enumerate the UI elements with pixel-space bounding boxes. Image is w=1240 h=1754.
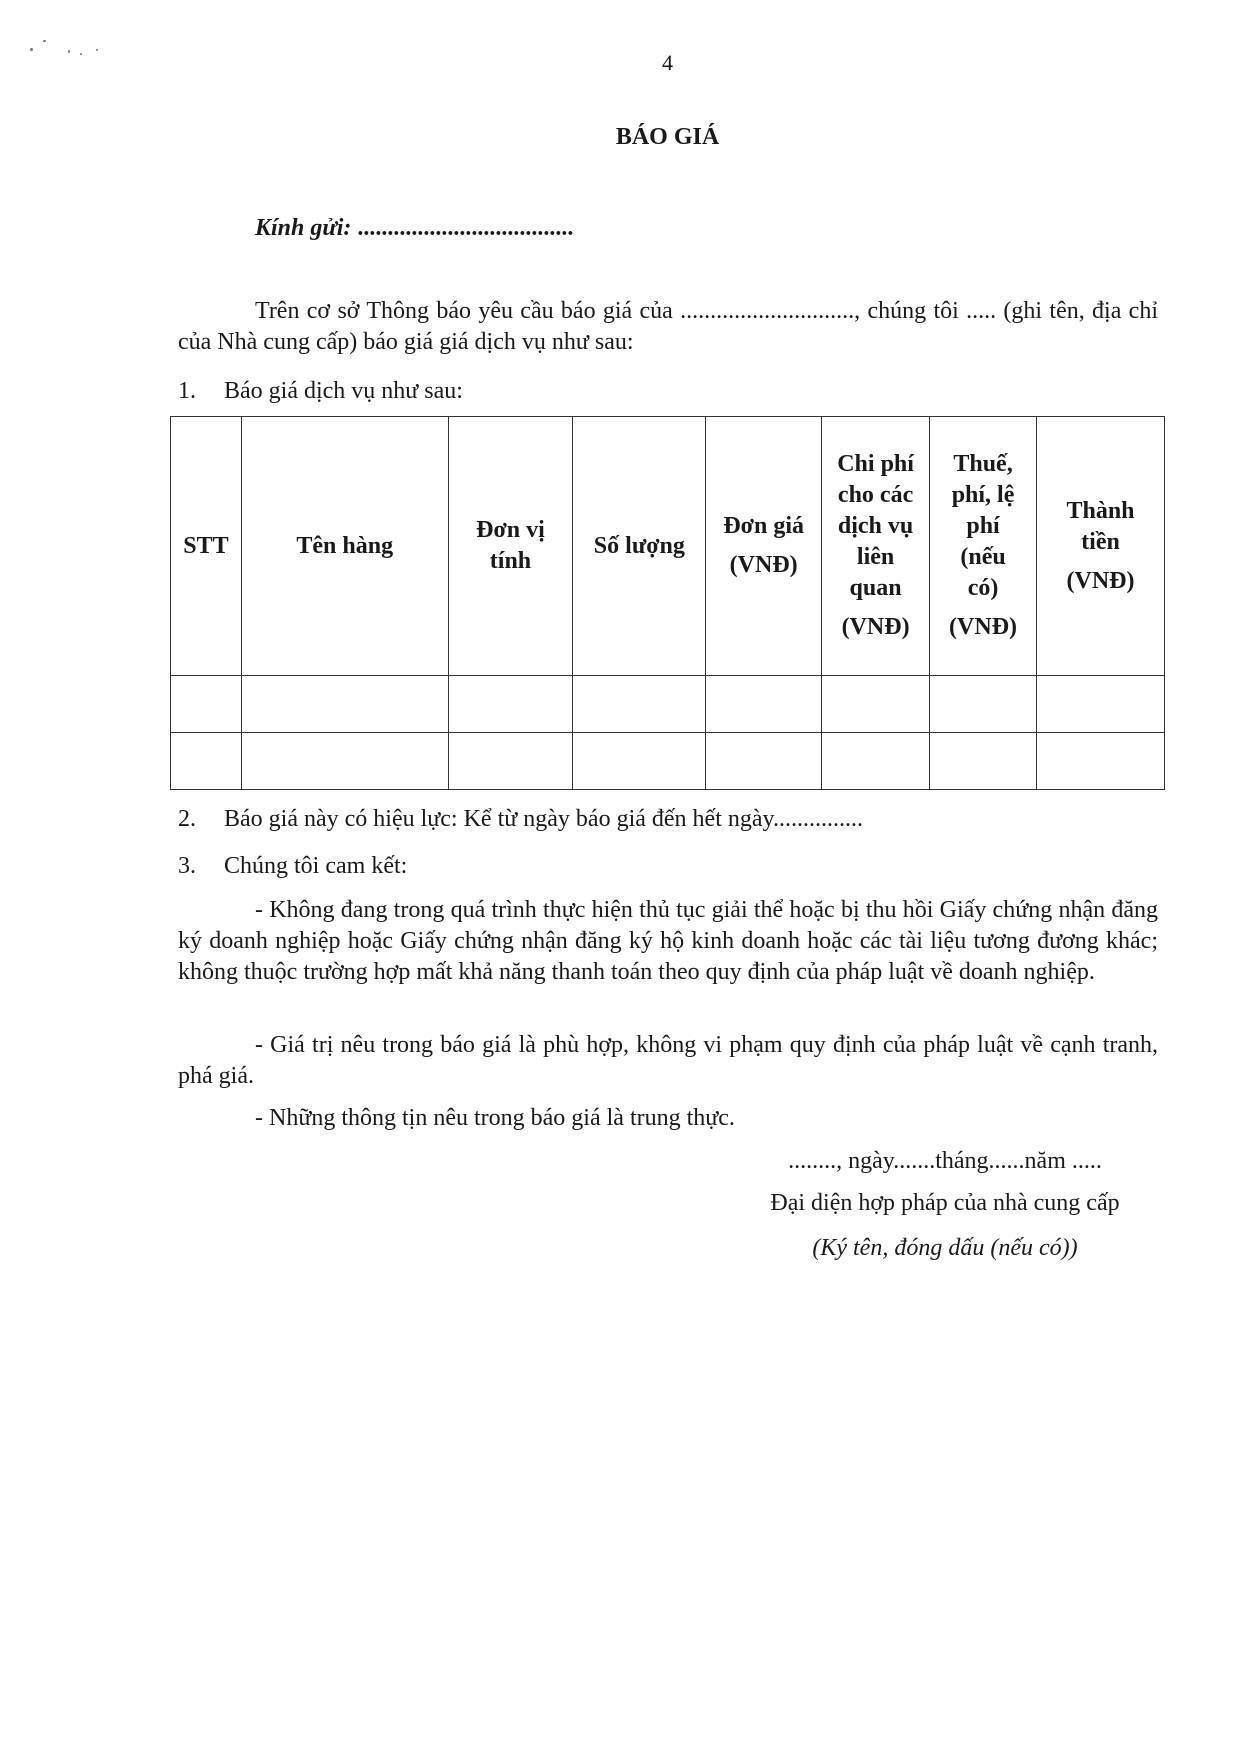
page-number: 4 <box>662 50 673 75</box>
scan-speck <box>43 40 46 42</box>
page-title: BÁO GIÁ <box>615 124 720 150</box>
list-item-3 <box>178 851 407 882</box>
header-chi-phi-unit: (VNĐ) <box>841 614 910 640</box>
table-cell <box>822 676 930 733</box>
header-thue-phi <box>930 417 1037 676</box>
header-thanh-tien-unit: (VNĐ) <box>1066 567 1135 594</box>
list-item-1 <box>178 376 463 407</box>
table-header-row <box>171 417 1165 676</box>
list-text: Báo giá này có hiệu lực: Kể từ ngày báo giá đến hết ngày............... <box>224 806 863 832</box>
table-cell <box>573 676 706 733</box>
table-cell <box>706 733 822 790</box>
header-thanh-tien <box>1037 417 1165 676</box>
header-don-gia-unit: (VNĐ) <box>729 552 798 578</box>
header-don-gia <box>706 417 822 676</box>
header-thanh-tien-label: Thành tiền <box>1066 497 1135 555</box>
header-thue-phi-label: Thuế, phí, lệ phí (nếu có) <box>951 451 1015 601</box>
table-cell <box>241 676 448 733</box>
header-don-vi-tinh: Đơn vị tính <box>448 417 573 676</box>
table-cell <box>241 733 448 790</box>
table-row <box>171 733 1165 790</box>
table-row <box>171 676 1165 733</box>
table-cell <box>448 733 573 790</box>
commitment-1: - Không đang trong quá trình thực hiện thủ tục giải thể hoặc bị thu hồi Giấy chứng nhận đăng ký doanh nghiệp hoặc Giấy chứng nhận đăng ký hộ kinh doanh hoặc các tài liệu tương đương khác; không thuộc trường hợp mất khả năng thanh toán theo quy định của pháp luật về doanh nghiệp. <box>178 897 1158 985</box>
table-cell <box>930 733 1037 790</box>
table-cell <box>1037 676 1165 733</box>
list-item-2 <box>178 804 863 835</box>
table-cell <box>706 676 822 733</box>
header-chi-phi-label: Chi phí cho các dịch vụ liên quan <box>837 451 914 601</box>
table-cell <box>822 733 930 790</box>
signature-representative: Đại diện hợp pháp của nhà cung cấp <box>770 1190 1120 1216</box>
header-stt: STT <box>171 417 242 676</box>
table-cell <box>1037 733 1165 790</box>
list-number: 3. <box>178 853 196 879</box>
salutation <box>255 215 573 242</box>
table-cell <box>171 676 242 733</box>
list-text: Chúng tôi cam kết: <box>224 853 408 879</box>
quote-table <box>170 416 1165 790</box>
signature-date-line: ........, ngày.......tháng......năm ..... <box>788 1148 1102 1174</box>
header-thue-phi-unit: (VNĐ) <box>949 614 1018 640</box>
list-text: Báo giá dịch vụ như sau: <box>224 378 463 404</box>
list-number: 2. <box>178 806 196 832</box>
header-don-gia-label: Đơn giá <box>723 513 804 539</box>
salutation-label: Kính gửi: <box>255 215 352 241</box>
header-so-luong: Số lượng <box>573 417 706 676</box>
table-cell <box>171 733 242 790</box>
table-cell <box>930 676 1037 733</box>
intro-paragraph: Trên cơ sở Thông báo yêu cầu báo giá của ............................., chúng tôi ..... (ghi tên, địa chỉ của Nhà cung cấp) báo giá giá dịch vụ như sau: <box>178 298 1158 355</box>
table-cell <box>448 676 573 733</box>
table-cell <box>573 733 706 790</box>
commitment-2: - Giá trị nêu trong báo giá là phù hợp, không vi phạm quy định của pháp luật về cạnh tranh, phá giá. <box>178 1032 1158 1089</box>
list-number: 1. <box>178 378 196 404</box>
commitment-3: - Những thông tịn nêu trong báo giá là trung thực. <box>255 1105 735 1131</box>
signature-note: (Ký tên, đóng dấu (nếu có)) <box>812 1235 1078 1261</box>
header-chi-phi <box>822 417 930 676</box>
salutation-blank: .................................... <box>351 215 574 241</box>
header-ten-hang: Tên hàng <box>241 417 448 676</box>
